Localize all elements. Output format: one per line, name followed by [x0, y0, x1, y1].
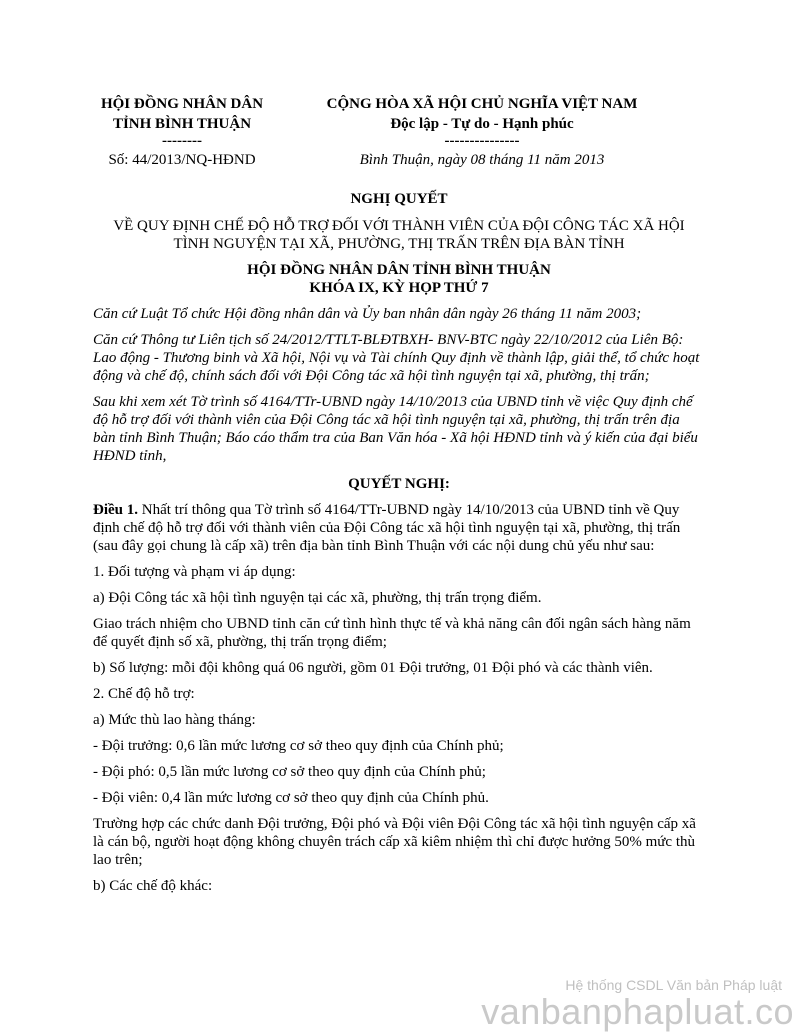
article-1 — [93, 501, 705, 555]
place-date: Bình Thuận, ngày 08 tháng 11 năm 2013 — [359, 152, 605, 168]
paragraph: b) Số lượng: mỗi đội không quá 06 người, gồm 01 Đội trưởng, 01 Đội phó và các thành viên. — [93, 660, 653, 676]
nation-title: CỘNG HÒA XÃ HỘI CHỦ NGHĨA VIỆT NAM — [326, 96, 638, 112]
legal-basis-1: Căn cứ Luật Tổ chức Hội đồng nhân dân và Ủy ban nhân dân ngày 26 tháng 11 năm 2003; — [93, 306, 642, 322]
paragraph: - Đội viên: 0,4 lần mức lương cơ sở theo quy định của Chính phủ. — [93, 790, 489, 806]
paragraph: 2. Chế độ hỗ trợ: — [93, 686, 195, 702]
paragraph: b) Các chế độ khác: — [93, 878, 213, 894]
document-number: Số: 44/2013/NQ-HĐND — [108, 152, 256, 168]
paragraph: a) Mức thù lao hàng tháng: — [93, 712, 256, 728]
nation-motto: Độc lập - Tự do - Hạnh phúc — [390, 116, 574, 132]
issuer-org-line2: TỈNH BÌNH THUẬN — [112, 116, 252, 132]
document-body — [93, 190, 705, 895]
issuer-block — [92, 94, 272, 170]
paragraph: a) Đội Công tác xã hội tình nguyện tại các xã, phường, thị trấn trọng điểm. — [93, 590, 542, 606]
article-1-label: Điều 1. — [93, 502, 138, 518]
paragraph: 1. Đối tượng và phạm vi áp dụng: — [93, 564, 296, 580]
watermark-site: vanbanphapluat.co — [481, 991, 794, 1032]
issuer-heading-line2: KHÓA IX, KỲ HỌP THỨ 7 — [309, 280, 489, 296]
issuer-divider: -------- — [162, 133, 202, 149]
watermark-caption: Hệ thống CSDL Văn bản Pháp luật — [565, 977, 782, 993]
legal-basis-3: Sau khi xem xét Tờ trình số 4164/TTr-UBND ngày 14/10/2013 của UBND tỉnh về việc Quy định chế độ hỗ trợ đối với thành viên của Đội Công tác xã hội tình nguyện tại xã, phường, thị trấn trên địa bàn tỉnh Bình Thuận; Báo cáo thẩm tra của Ban Văn hóa - Xã hội HĐND tỉnh và ý kiến của đại biểu HĐND tỉnh, — [93, 394, 698, 464]
paragraph: - Đội phó: 0,5 lần mức lương cơ sở theo quy định của Chính phủ; — [93, 764, 486, 780]
article-1-text: Nhất trí thông qua Tờ trình số 4164/TTr-UBND ngày 14/10/2013 của UBND tỉnh về Quy định chế độ hỗ trợ đối với thành viên của Đội Công tác xã hội tình nguyện tại xã, phường, thị trấn (sau đây gọi chung là cấp xã) trên địa bàn tỉnh Bình Thuận với các nội dung chủ yếu như sau: — [93, 502, 681, 554]
issuer-heading-line1: HỘI ĐỒNG NHÂN DÂN TỈNH BÌNH THUẬN — [247, 262, 551, 278]
nation-block — [296, 94, 668, 170]
nation-divider: --------------- — [444, 133, 520, 149]
paragraph: Trường hợp các chức danh Đội trưởng, Đội phó và Đội viên Đội Công tác xã hội tình nguyện cấp xã là cán bộ, người hoạt động không chuyên trách cấp xã kiêm nhiệm thì chỉ được hưởng 50% mức thù lao trên; — [93, 816, 696, 868]
decision-heading: QUYẾT NGHỊ: — [348, 476, 450, 492]
document-type: NGHỊ QUYẾT — [350, 191, 448, 207]
legal-basis-2: Căn cứ Thông tư Liên tịch số 24/2012/TTLT-BLĐTBXH- BNV-BTC ngày 22/10/2012 của Liên Bộ: Lao động - Thương binh và Xã hội, Nội vụ và Tài chính Quy định về thành lập, giải thể, tổ chức hoạt động và chế độ, chính sách đối với Đội Công tác xã hội tình nguyện tại xã, phường, thị trấn; — [93, 332, 700, 384]
document-subject-line2: TÌNH NGUYỆN TẠI XÃ, PHƯỜNG, THỊ TRẤN TRÊN ĐỊA BÀN TỈNH — [173, 236, 625, 252]
paragraph: - Đội trưởng: 0,6 lần mức lương cơ sở theo quy định của Chính phủ; — [93, 738, 504, 754]
paragraph: Giao trách nhiệm cho UBND tỉnh căn cứ tình hình thực tế và khả năng cân đối ngân sách hàng năm để quyết định số xã, phường, thị trấn trọng điểm; — [93, 616, 691, 650]
issuer-org-line1: HỘI ĐỒNG NHÂN DÂN — [100, 96, 264, 112]
document-subject-line1: VỀ QUY ĐỊNH CHẾ ĐỘ HỖ TRỢ ĐỐI VỚI THÀNH VIÊN CỦA ĐỘI CÔNG TÁC XÃ HỘI — [113, 218, 685, 234]
